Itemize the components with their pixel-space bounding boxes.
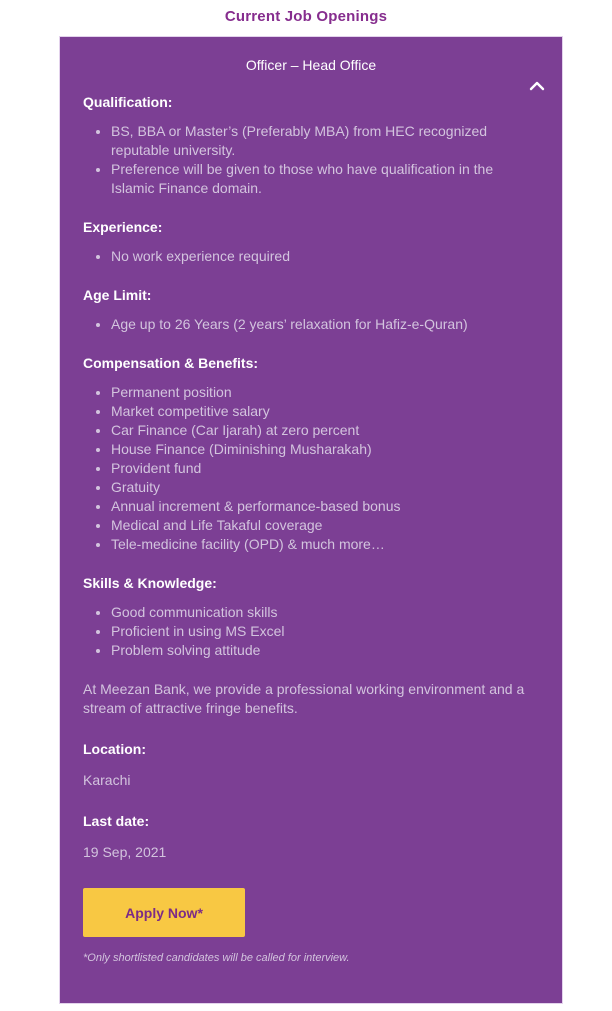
section-qualification — [83, 93, 539, 198]
section-compensation — [83, 354, 539, 554]
list-item: • Good communication skills — [111, 603, 539, 622]
collapse-button[interactable] — [524, 75, 550, 97]
bullet-list — [83, 315, 539, 334]
list-item: • Proficient in using MS Excel — [111, 622, 539, 641]
bullet-list — [83, 122, 539, 198]
list-item: • Preference will be given to those who have qualification in the Islamic Finance domain. — [111, 160, 539, 198]
section-heading: Skills & Knowledge: — [83, 575, 217, 591]
job-title: Officer – Head Office — [245, 57, 377, 73]
section-heading: Experience: — [83, 219, 163, 235]
bullet-list — [83, 383, 539, 554]
page-title: Current Job Openings — [224, 8, 388, 25]
list-item: • No work experience required — [111, 247, 539, 266]
location-value: Karachi — [83, 772, 131, 788]
card-content — [60, 93, 562, 965]
list-item: • Tele-medicine facility (OPD) & much more… — [111, 535, 539, 554]
list-item: • Age up to 26 Years (2 years’ relaxation for Hafiz-e-Quran) — [111, 315, 539, 334]
footnote: *Only shortlisted candidates will be called for interview. — [83, 952, 350, 964]
section-skills — [83, 574, 539, 660]
list-item: • Medical and Life Takaful coverage — [111, 516, 539, 535]
list-item: • Problem solving attitude — [111, 641, 539, 660]
section-experience — [83, 218, 539, 266]
last-date-heading: Last date: — [83, 813, 150, 829]
list-item: • Annual increment & performance-based bonus — [111, 497, 539, 516]
section-heading: Age Limit: — [83, 287, 152, 303]
list-item: • House Finance (Diminishing Musharakah) — [111, 440, 539, 459]
bullet-list — [83, 603, 539, 660]
list-item: • Permanent position — [111, 383, 539, 402]
bullet-list — [83, 247, 539, 266]
job-description: At Meezan Bank, we provide a professional working environment and a stream of attractive fringe benefits. — [83, 681, 525, 716]
last-date-value: 19 Sep, 2021 — [83, 844, 167, 860]
chevron-up-icon — [529, 81, 545, 91]
job-card — [59, 36, 563, 1004]
section-heading: Compensation & Benefits: — [83, 355, 259, 371]
section-age-limit — [83, 286, 539, 334]
apply-now-button[interactable]: Apply Now* — [83, 888, 245, 937]
list-item: • Car Finance (Car Ijarah) at zero percent — [111, 421, 539, 440]
list-item: • Market competitive salary — [111, 402, 539, 421]
list-item: • BS, BBA or Master’s (Preferably MBA) from HEC recognized reputable university. — [111, 122, 539, 160]
section-heading: Qualification: — [83, 94, 173, 110]
list-item: • Provident fund — [111, 459, 539, 478]
list-item: • Gratuity — [111, 478, 539, 497]
location-heading: Location: — [83, 741, 146, 757]
